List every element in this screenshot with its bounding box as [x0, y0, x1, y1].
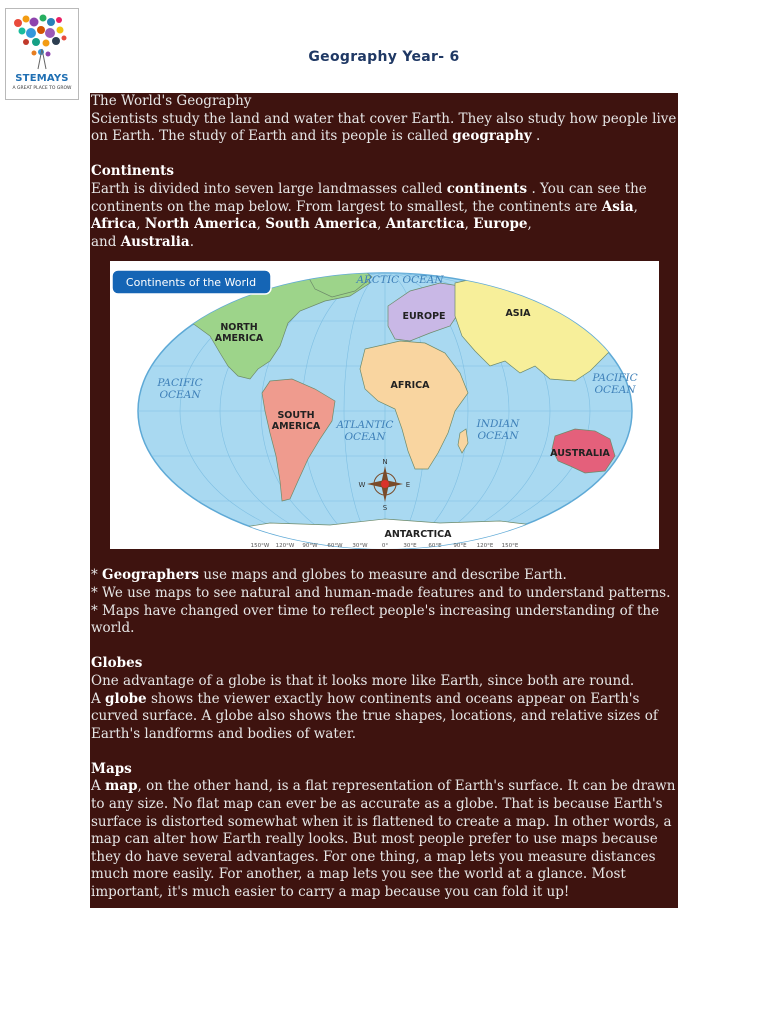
- continent-name: Antarctica: [385, 216, 465, 233]
- label-atlantic-2: OCEAN: [344, 431, 386, 444]
- continent-name: Australia: [120, 233, 190, 250]
- term-continents: continents: [446, 180, 528, 197]
- continents-end: .: [189, 233, 194, 250]
- globes-text-1: One advantage of a globe is that it looks more like Earth, since both are round.: [91, 672, 635, 689]
- label-south-america-1: SOUTH: [277, 410, 315, 422]
- label-arctic-ocean: ARCTIC OCEAN: [356, 274, 444, 287]
- longitude-label: 30°E: [403, 543, 417, 550]
- label-south-america-2: AMERICA: [271, 421, 321, 433]
- continent-name: North America: [144, 216, 257, 233]
- globes-a-word: A: [91, 690, 106, 707]
- longitude-labels: [251, 543, 519, 549]
- term-globe: globe: [105, 690, 147, 707]
- maps-a-word: A: [91, 778, 106, 795]
- longitude-label: 90°E: [453, 543, 467, 550]
- longitude-label: 150°W: [250, 543, 270, 550]
- globes-paragraph: [91, 691, 677, 744]
- longitude-label: 150°E: [501, 543, 519, 550]
- intro-text-2: .: [531, 128, 541, 145]
- label-north-america-1: NORTH: [220, 322, 258, 334]
- label-indian-2: OCEAN: [477, 430, 519, 443]
- continent-name: Europe: [473, 216, 528, 233]
- bullet-list: [91, 567, 677, 637]
- longitude-label: 60°W: [327, 543, 343, 550]
- longitude-label: 0°: [381, 543, 389, 550]
- bullet-3: * Maps have changed over time to reflect people's increasing understanding of the world.: [91, 602, 660, 637]
- longitude-label: 120°E: [476, 543, 494, 550]
- term-geographers: Geographers: [102, 567, 200, 584]
- bullet-2: * We use maps to see natural and human-made features and to understand patterns.: [91, 584, 671, 601]
- longitude-label: 60°E: [428, 543, 442, 550]
- bullet-1-text: use maps and globes to measure and describe Earth.: [199, 567, 567, 584]
- intro-text-1: Scientists study the land and water that cover Earth. They also study how people live on Earth. The study of Earth and its people is called: [91, 110, 677, 145]
- maps-heading: Maps: [91, 760, 132, 777]
- globes-text-2: shows the viewer exactly how continents and oceans appear on Earth's curved surface. A globe also shows the true shapes, locations, and relative sizes of Earth's landforms and bodies of water.: [91, 690, 658, 742]
- label-pacific-east-2: OCEAN: [594, 384, 636, 397]
- term-map: map: [105, 778, 138, 795]
- compass-e: E: [405, 481, 411, 490]
- longitude-label: 120°W: [275, 543, 295, 550]
- compass-w: W: [358, 481, 366, 490]
- continent-name: Africa: [91, 216, 137, 233]
- and-word: and: [91, 233, 121, 250]
- world-map-graphic: [110, 261, 659, 549]
- map-title: Continents of the World: [125, 276, 257, 290]
- bullet-prefix: *: [91, 567, 103, 584]
- term-geography: geography: [452, 128, 532, 145]
- label-australia: AUSTRALIA: [550, 448, 610, 460]
- label-north-america-2: AMERICA: [214, 333, 264, 345]
- compass-n: N: [382, 458, 388, 467]
- bullet-1: [91, 567, 677, 585]
- maps-text-1: , on the other hand, is a flat representation of Earth's surface. It can be drawn to any size. No flat map can ever be as accurate as a globe. That is because Earth's surface is distorted somewhat when it is flattened to create a map. In other words, a map can alter how Earth really looks. But most people prefer to use maps because they do have several advantages. For one thing, a map lets you measure distances much more easily. For another, a map lets you see the world at a glance. Most important, it's much easier to carry a map because you can fold it up!: [91, 778, 676, 901]
- world-map: [110, 261, 659, 549]
- logo-name: STEMAYS: [15, 73, 69, 84]
- intro-paragraph: [91, 111, 677, 146]
- continents-text-2: . You can see the continents on the map below. From largest to smallest, the continents are: [91, 180, 647, 215]
- logo-tagline: A GREAT PLACE TO GROW: [12, 86, 72, 91]
- compass-s: S: [382, 504, 388, 513]
- content-panel: [90, 93, 678, 908]
- continent-name: Asia: [601, 198, 634, 215]
- label-asia: ASIA: [505, 308, 531, 320]
- label-africa: AFRICA: [390, 380, 430, 392]
- intro-title: The World's Geography: [91, 93, 252, 109]
- document-title: Geography Year- 6: [308, 49, 460, 65]
- label-antarctica: ANTARCTICA: [384, 529, 452, 541]
- map-title-bar: [112, 270, 271, 294]
- continents-text-1: Earth is divided into seven large landmasses called: [91, 180, 447, 197]
- label-pacific-west-2: OCEAN: [159, 389, 201, 402]
- continents-paragraph: Earth is divided into seven large landmasses called continents . You can see the continents on the map below. From largest to smallest, the continents are Asia, Africa, North America, South America, Antarctica, Europe, and Australia.: [91, 180, 647, 250]
- continent-name: South America: [265, 216, 378, 233]
- longitude-label: 90°W: [302, 543, 318, 550]
- label-indian-1: INDIAN: [476, 418, 520, 431]
- label-pacific-west-1: PACIFIC: [157, 377, 203, 390]
- label-europe: EUROPE: [402, 311, 446, 323]
- longitude-label: 30°W: [352, 543, 368, 550]
- maps-paragraph: [91, 778, 677, 901]
- label-pacific-east-1: PACIFIC: [592, 372, 638, 385]
- label-atlantic-1: ATLANTIC: [336, 419, 394, 432]
- continents-heading: Continents: [91, 163, 174, 180]
- globes-heading: Globes: [91, 655, 143, 672]
